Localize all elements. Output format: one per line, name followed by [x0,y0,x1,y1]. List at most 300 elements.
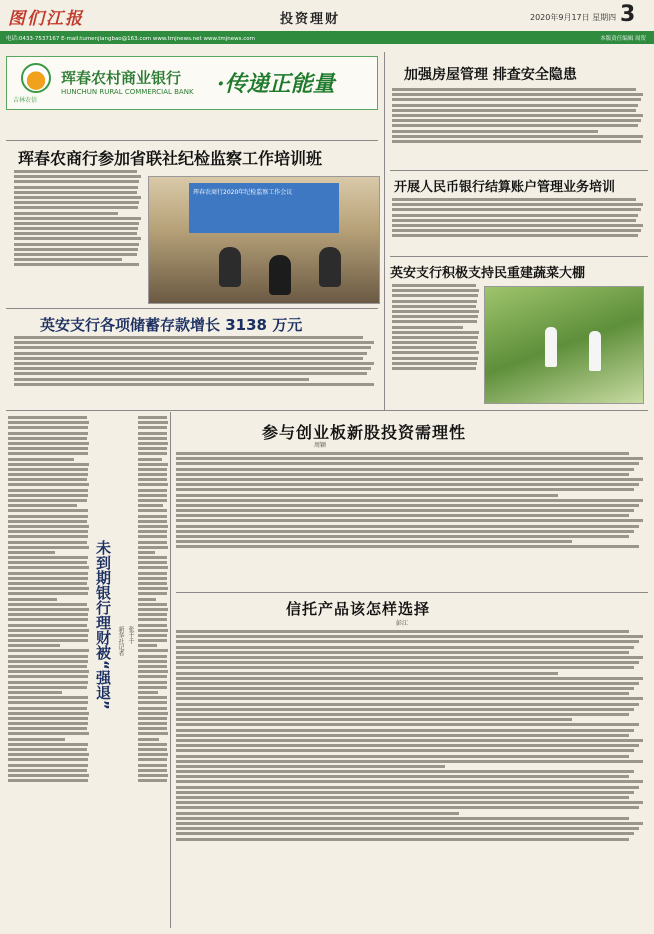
text-line [8,582,87,585]
text-line [14,357,363,360]
text-line [8,535,88,538]
text-line [392,310,479,313]
text-line [8,483,89,486]
text-line [8,509,88,512]
text-line [138,670,168,673]
screen-caption: 珲春农商行2020年纪检监察工作会议 [193,189,293,196]
headline-main: 珲春农商行参加省联社纪检监察工作培训班 [18,149,323,168]
bank-slogan: ·传递正能量 [217,71,335,97]
text-line [138,686,167,689]
text-line [8,738,65,741]
text-line [8,681,88,684]
text-line [8,769,87,772]
text-line [8,494,88,497]
text-line [8,670,89,673]
text-line [138,592,167,595]
text-line [8,753,89,756]
text-line [8,743,88,746]
text-line [14,186,138,189]
text-line [14,253,137,256]
text-line [8,732,89,735]
text-line [392,88,636,91]
text-line [392,140,641,143]
text-line [392,320,477,323]
text-line [138,582,167,585]
text-line [14,201,139,204]
text-line [8,675,88,678]
text-line [176,806,639,809]
text-line [176,651,629,654]
text-line [8,458,74,461]
text-line [8,551,55,554]
headline-venture: 参与创业板新股投资需理性 [262,423,467,442]
text-line [138,701,167,704]
text-line [392,357,478,360]
contact-bar [0,31,654,44]
text-line [176,530,634,533]
text-line [138,665,167,668]
text-line [176,499,643,502]
text-line [176,494,558,497]
text-line [392,367,476,370]
text-line [8,541,87,544]
bank-banner [6,56,378,110]
text-line [14,217,141,220]
text-line [392,124,638,127]
text-line [176,713,629,716]
article-body [392,86,646,168]
text-line [138,432,167,435]
text-line [176,457,643,460]
text-line [8,499,87,502]
text-line [176,468,634,471]
text-line [392,326,463,329]
bank-emblem-icon [21,63,51,93]
byline-trust: 彭江 [396,620,409,627]
text-line [8,416,87,419]
text-line [176,509,634,512]
text-line [176,677,643,680]
text-line [392,114,643,117]
text-line [392,315,478,318]
text-line [138,732,168,735]
text-line [176,672,558,675]
text-line [8,577,88,580]
text-line [138,515,167,518]
text-line [14,175,141,178]
column-divider [384,52,385,410]
masthead [0,0,654,30]
text-line [8,665,87,668]
text-line [138,463,168,466]
text-line [8,722,88,725]
text-line [392,104,638,107]
text-line [138,489,167,492]
text-line [8,696,88,699]
text-line [8,649,89,652]
text-line [176,832,634,835]
text-line [8,587,89,590]
worker-figure [545,327,557,367]
text-line [176,817,629,820]
text-line [8,520,87,523]
text-line [8,608,89,611]
text-line [14,346,371,349]
text-line [176,640,639,643]
text-line [176,780,643,783]
text-line [392,98,641,101]
text-line [138,712,168,715]
text-line [176,796,629,799]
attendee-figure [219,247,241,287]
text-line [392,229,641,232]
text-line [8,468,88,471]
text-line [138,551,155,554]
text-line [14,232,137,235]
text-line [176,703,639,706]
text-line [392,294,478,297]
text-line [8,473,88,476]
text-line [138,587,168,590]
worker-figure [589,331,601,371]
text-line [138,655,167,658]
text-line [8,489,88,492]
text-line [392,203,643,206]
text-line [8,426,88,429]
text-line [14,352,367,355]
text-line [392,346,476,349]
text-line [176,452,629,455]
article-body [392,196,646,254]
text-line [138,561,167,564]
text-line [176,755,629,758]
attendee-figure [319,247,341,287]
text-line [392,289,479,292]
text-line [392,93,643,96]
headline-greenhouse: 英安支行积极支持民重建蔬菜大棚 [390,266,586,281]
text-line [176,786,639,789]
text-line [138,603,167,606]
text-line [176,483,639,486]
text-line [8,701,88,704]
article-body [8,414,90,928]
text-line [138,598,156,601]
text-line [138,717,167,720]
text-line [8,634,88,637]
byline-vertical-a: 新华社记者 [117,626,124,656]
text-line [8,644,60,647]
text-line [8,774,89,777]
text-line [138,774,168,777]
text-line [138,546,168,549]
text-line [8,691,62,694]
text-line [138,764,167,767]
section-divider [176,592,648,593]
text-line [392,198,636,201]
text-line [176,666,634,669]
text-line [8,779,88,782]
text-line [176,646,634,649]
text-line [8,629,89,632]
text-line [8,727,87,730]
text-line [8,758,88,761]
text-line [14,383,374,386]
text-line [176,827,639,830]
section-divider [6,308,378,309]
text-line [176,812,459,815]
issue-date: 2020年9月17日 星期四 [530,13,617,22]
text-line [392,336,478,339]
text-line [14,191,137,194]
text-line [8,421,89,424]
text-line [138,530,167,533]
text-line [8,452,88,455]
text-line [176,630,629,633]
text-line [138,437,167,440]
greenhouse-photo [484,286,644,404]
text-line [8,432,88,435]
text-line [392,214,638,217]
text-line [176,525,639,528]
meeting-photo [148,176,380,304]
text-line [14,212,118,215]
text-line [14,362,374,365]
text-line [8,437,87,440]
text-line [138,556,167,559]
text-line [138,421,168,424]
text-line [176,838,629,841]
text-line [138,535,167,538]
byline-vertical-b: 张千千 [127,626,134,644]
headline-trust: 信托产品该怎样选择 [286,600,431,618]
text-line [138,608,168,611]
text-line [138,691,158,694]
text-line [138,426,167,429]
text-line [392,234,638,237]
text-line [176,635,643,638]
text-line [138,629,168,632]
text-line [392,119,641,122]
text-line [8,686,87,689]
text-line [8,546,89,549]
text-line [14,170,137,173]
article-body [14,334,378,406]
text-line [138,738,159,741]
text-line [176,661,639,664]
section-divider [6,140,378,141]
text-line [138,758,167,761]
text-line [14,378,309,381]
text-line [14,196,141,199]
text-line [176,478,643,481]
text-line [8,447,88,450]
text-line [138,416,167,419]
text-line [138,639,167,642]
text-line [138,494,167,497]
text-line [14,206,138,209]
text-line [138,727,167,730]
text-line [14,258,122,261]
text-line [8,478,87,481]
text-line [8,463,89,466]
text-line [176,723,639,726]
text-line [176,744,639,747]
text-line [138,675,167,678]
text-line [392,305,476,308]
text-line [8,717,88,720]
text-line [176,519,643,522]
text-line [14,227,138,230]
text-line [138,769,167,772]
text-line [8,592,88,595]
text-line [138,566,168,569]
text-line [176,775,629,778]
attendee-figure [269,255,291,295]
text-line [176,765,445,768]
text-line [138,468,167,471]
text-line [138,499,167,502]
text-line [176,822,643,825]
text-line [392,208,641,211]
text-line [176,770,634,773]
text-line [138,644,157,647]
text-line [392,284,476,287]
text-line [138,748,167,751]
text-line [138,779,167,782]
text-line [8,598,57,601]
text-line [176,473,629,476]
contact-info: 电话:0433-7537167 E-mail:tumenjiangbao@163.com www.tmjnews.net www.tmjnews.com [6,36,255,42]
text-line [176,462,639,465]
article-body [138,414,168,928]
headline-housing: 加强房屋管理 排查安全隐患 [404,67,577,83]
text-line [138,447,167,450]
text-line [392,351,479,354]
text-line [176,801,643,804]
text-line [8,624,87,627]
bank-name-en: HUNCHUN RURAL COMMERCIAL BANK [61,88,194,96]
text-line [138,504,163,507]
text-line [176,535,629,538]
editor-credit: 本版责任编辑 周贺 [600,36,646,42]
text-line [138,509,167,512]
text-line [176,514,629,517]
text-line [392,300,477,303]
text-line [14,180,139,183]
text-line [138,618,167,621]
section-divider [390,170,648,171]
text-line [176,739,643,742]
bank-name: 珲春农村商业银行 [61,69,182,87]
text-line [392,362,477,365]
text-line [176,791,634,794]
text-line [8,707,87,710]
text-line [8,639,88,642]
text-line [8,613,88,616]
text-line [176,729,634,732]
text-line [176,749,634,752]
text-line [138,753,168,756]
headline-vertical: 未到期银行理财被“强退” [94,540,112,710]
text-line [8,442,89,445]
article-body [392,282,480,406]
text-line [138,722,167,725]
section-title: 投资理财 [280,12,341,27]
text-line [176,545,639,548]
page-number: 3 [620,2,636,27]
text-line [392,109,636,112]
projection-screen [189,183,339,233]
text-line [138,743,167,746]
text-line [138,483,168,486]
text-line [138,707,167,710]
text-line [14,372,367,375]
text-line [14,263,139,266]
section-divider [390,256,648,257]
text-line [176,504,639,507]
text-line [176,734,629,737]
text-line [176,718,572,721]
text-line [14,222,139,225]
text-line [138,634,167,637]
text-line [8,603,87,606]
bank-emblem-label: 吉林农信 [13,97,38,104]
text-line [14,248,138,251]
text-line [138,473,167,476]
headline-savings: 英安支行各项储蓄存款增长 3138 万元 [40,316,303,334]
text-line [8,712,89,715]
text-line [176,692,629,695]
text-line [392,224,643,227]
text-line [176,682,639,685]
text-line [138,478,167,481]
text-line [8,566,89,569]
text-line [8,748,87,751]
text-line [392,135,643,138]
text-line [14,341,374,344]
text-line [138,452,167,455]
text-line [8,660,88,663]
text-line [138,681,167,684]
text-line [176,687,634,690]
text-line [138,541,167,544]
text-line [138,525,168,528]
text-line [138,649,168,652]
text-line [138,442,168,445]
text-line [138,696,167,699]
text-line [8,515,88,518]
text-line [8,618,88,621]
article-body [176,450,648,588]
text-line [138,577,167,580]
text-line [176,760,643,763]
text-line [138,458,162,461]
newspaper-logo: 图们江报 [8,9,84,29]
text-line [8,764,88,767]
byline-venture: 周颖 [314,442,327,449]
text-line [8,504,77,507]
text-line [14,336,363,339]
text-line [138,660,167,663]
text-line [8,530,88,533]
text-line [14,243,139,246]
text-line [176,708,634,711]
text-line [392,219,636,222]
text-line [138,520,167,523]
text-line [8,525,89,528]
text-line [8,572,88,575]
section-divider [6,410,648,411]
